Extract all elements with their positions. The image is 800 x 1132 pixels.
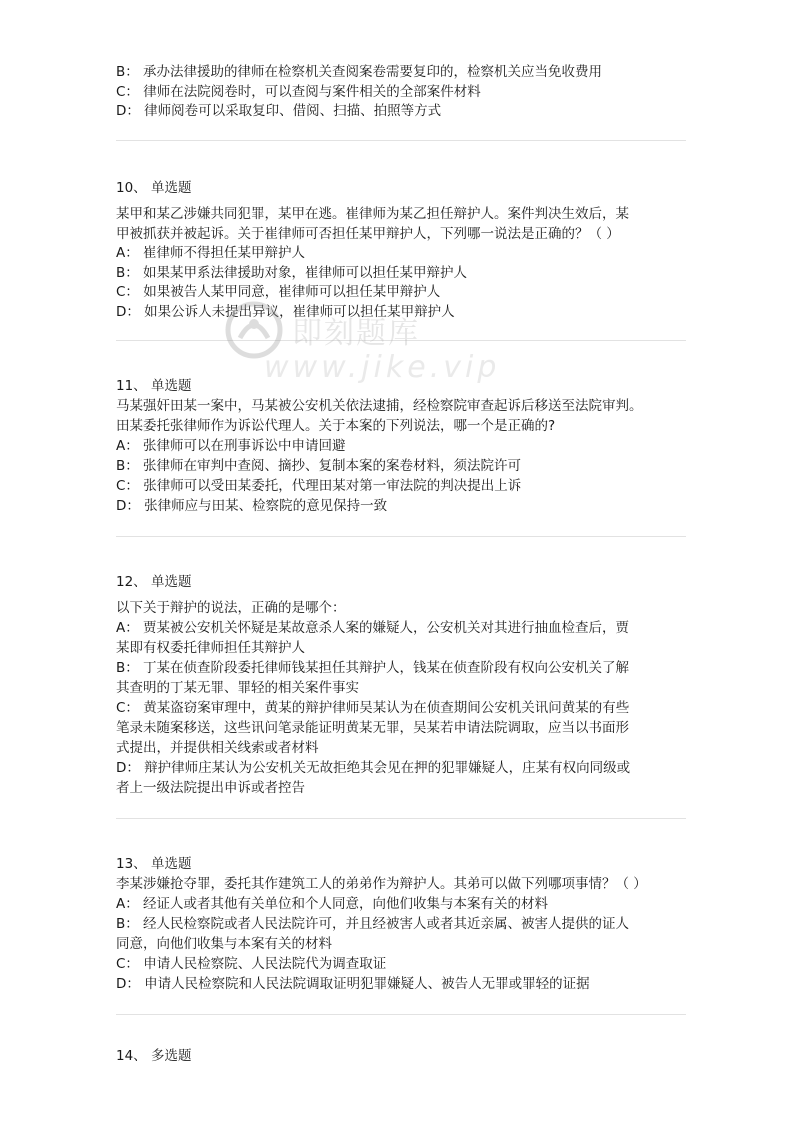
q11-option-d: D： 张律师应与田某、检察院的意见保持一致 (116, 498, 388, 514)
q10-option-c: C： 如果被告人某甲同意，崔律师可以担任某甲辩护人 (116, 284, 441, 300)
q10-header: 10、 单选题 (116, 180, 192, 196)
divider (116, 140, 686, 141)
q14-header: 14、 多选题 (116, 1048, 192, 1064)
q12-option-a-line1: A： 贾某被公安机关怀疑是某故意杀人案的嫌疑人，公安机关对其进行抽血检查后，贾 (116, 620, 630, 636)
q10-option-b: B： 如果某甲系法律援助对象，崔律师可以担任某甲辩护人 (116, 265, 468, 281)
q13-option-b-line1: B： 经人民检察院或者人民法院许可，并且经被害人或者其近亲属、被害人提供的证人 (116, 916, 630, 932)
q13-header: 13、 单选题 (116, 856, 192, 872)
q12-option-b-line2: 其查明的丁某无罪、罪轻的相关案件事实 (116, 680, 359, 696)
q12-option-b-line1: B： 丁某在侦查阶段委托律师钱某担任其辩护人，钱某在侦查阶段有权向公安机关了解 (116, 660, 630, 676)
q12-option-d-line1: D： 辩护律师庄某认为公安机关无故拒绝其会见在押的犯罪嫌疑人，庄某有权向同级或 (116, 760, 631, 776)
q12-option-c-line3: 式提出，并提供相关线索或者材料 (116, 740, 319, 756)
divider (116, 340, 686, 341)
q12-option-c-line1: C： 黄某盗窃案审理中，黄某的辩护律师吴某认为在侦查期间公安机关讯问黄某的有些 (116, 700, 630, 716)
divider (116, 1014, 686, 1015)
q13-option-a: A： 经证人或者其他有关单位和个人同意，向他们收集与本案有关的材料 (116, 896, 549, 912)
q12-option-c-line2: 笔录未随案移送，这些讯问笔录能证明黄某无罪，吴某若申请法院调取，应当以书面形 (116, 720, 629, 736)
q10-option-a: A： 崔律师不得担任某甲辩护人 (116, 245, 306, 261)
q11-option-b: B： 张律师在审判中查阅、摘抄、复制本案的案卷材料，须法院许可 (116, 458, 522, 474)
q9-option-c: C： 律师在法院阅卷时，可以查阅与案件相关的全部案件材料 (116, 84, 481, 100)
q12-header: 12、 单选题 (116, 574, 192, 590)
watermark-brand: 即刻题库 (292, 316, 420, 351)
q12-option-a-line2: 某即有权委托律师担任其辩护人 (116, 640, 305, 656)
q11-stem-line1: 马某强奸田某一案中，马某被公安机关依法逮捕，经检察院审查起诉后移送至法院审判。 (116, 398, 643, 414)
q11-header: 11、 单选题 (116, 378, 192, 394)
q13-stem: 李某涉嫌抢夺罪，委托其作建筑工人的弟弟作为辩护人。其弟可以做下列哪项事情？（ ） (116, 876, 647, 892)
q11-option-c: C： 张律师可以受田某委托，代理田某对第一审法院的判决提出上诉 (116, 478, 522, 494)
q9-option-b: B： 承办法律援助的律师在检察机关查阅案卷需要复印的，检察机关应当免收费用 (116, 64, 603, 80)
divider (116, 536, 686, 537)
divider (116, 818, 686, 819)
q9-option-d: D： 律师阅卷可以采取复印、借阅、扫描、拍照等方式 (116, 103, 442, 119)
q10-stem-line1: 某甲和某乙涉嫌共同犯罪，某甲在逃。崔律师为某乙担任辩护人。案件判决生效后，某 (116, 206, 629, 222)
q10-stem-line2: 甲被抓获并被起诉。关于崔律师可否担任某甲辩护人，下列哪一说法是正确的？（ ） (116, 226, 620, 242)
q13-option-c: C： 申请人民检察院、人民法院代为调查取证 (116, 956, 387, 972)
q12-option-d-line2: 者上一级法院提出申诉或者控告 (116, 780, 305, 796)
q13-option-b-line2: 同意，向他们收集与本案有关的材料 (116, 936, 332, 952)
q12-stem: 以下关于辩护的说法，正确的是哪个： (116, 600, 346, 616)
q13-option-d: D： 申请人民检察院和人民法院调取证明犯罪嫌疑人、被告人无罪或罪轻的证据 (116, 976, 590, 992)
q11-option-a: A： 张律师可以在刑事诉讼中申请回避 (116, 438, 346, 454)
watermark-url: www.jike.vip (264, 350, 501, 385)
q11-stem-line2: 田某委托张律师作为诉讼代理人。关于本案的下列说法，哪一个是正确的? (116, 418, 556, 434)
q10-option-d: D： 如果公诉人未提出异议，崔律师可以担任某甲辩护人 (116, 304, 455, 320)
